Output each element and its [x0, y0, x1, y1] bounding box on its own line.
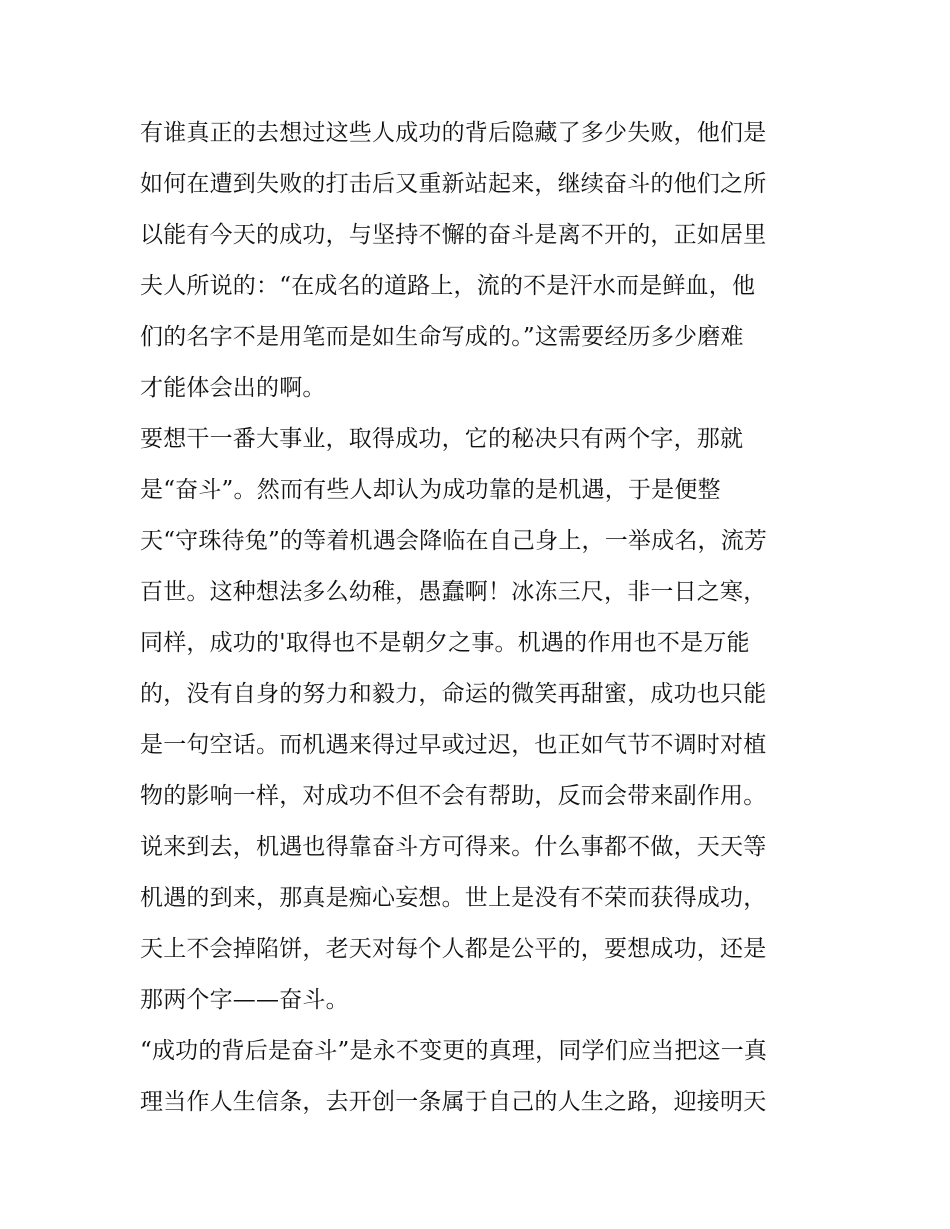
text-line: 同样，成功的'取得也不是朝夕之事。机遇的作用也不是万能: [140, 630, 750, 656]
text-line: 是“奋斗”。然而有些人却认为成功靠的是机遇，于是便整: [140, 477, 721, 503]
text-line: 是一句空话。而机遇来得过早或过迟，也正如气节不调时对植: [140, 732, 767, 758]
text-line: 的，没有自身的努力和毅力，命运的微笑再甜蜜，成功也只能: [140, 681, 767, 707]
text-line: 天“守珠待兔”的等着机遇会降临在自己身上，一举成名，流芳: [140, 528, 768, 554]
text-line: 理当作人生信条，去开创一条属于自己的人生之路，迎接明天: [140, 1089, 767, 1115]
text-line: 那两个字——奋斗。: [140, 987, 349, 1013]
text-line: 天上不会掉陷饼，老天对每个人都是公平的，要想成功，还是: [140, 936, 767, 962]
text-line: 百世。这种想法多么幼稚，愚蠢啊！冰冻三尺，非一日之寒，: [140, 579, 767, 605]
text-line: 如何在遭到失败的打击后又重新站起来，继续奋斗的他们之所: [140, 171, 767, 197]
text-line: 说来到去，机遇也得靠奋斗方可得来。什么事都不做，天天等: [140, 834, 767, 860]
text-line: 有谁真正的去想过这些人成功的背后隐藏了多少失败，他们是: [140, 120, 767, 146]
essay-text: [140, 108, 820, 1128]
text-line: 们的名字不是用笔而是如生命写成的。”这需要经历多少磨难: [140, 324, 744, 350]
text-line: 要想干一番大事业，取得成功，它的秘决只有两个字，那就: [140, 426, 744, 452]
text-line: 夫人所说的：“在成名的道路上，流的不是汗水而是鲜血，他: [140, 273, 756, 299]
text-line: “成功的背后是奋斗”是永不变更的真理，同学们应当把这一真: [140, 1038, 768, 1064]
text-line: 物的影响一样，对成功不但不会有帮助，反而会带来副作用。: [140, 783, 767, 809]
text-line: 以能有今天的成功，与坚持不懈的奋斗是离不开的，正如居里: [140, 222, 767, 248]
text-line: 机遇的到来，那真是痴心妄想。世上是没有不荣而获得成功，: [140, 885, 767, 911]
text-line: 才能体会出的啊。: [140, 375, 326, 401]
